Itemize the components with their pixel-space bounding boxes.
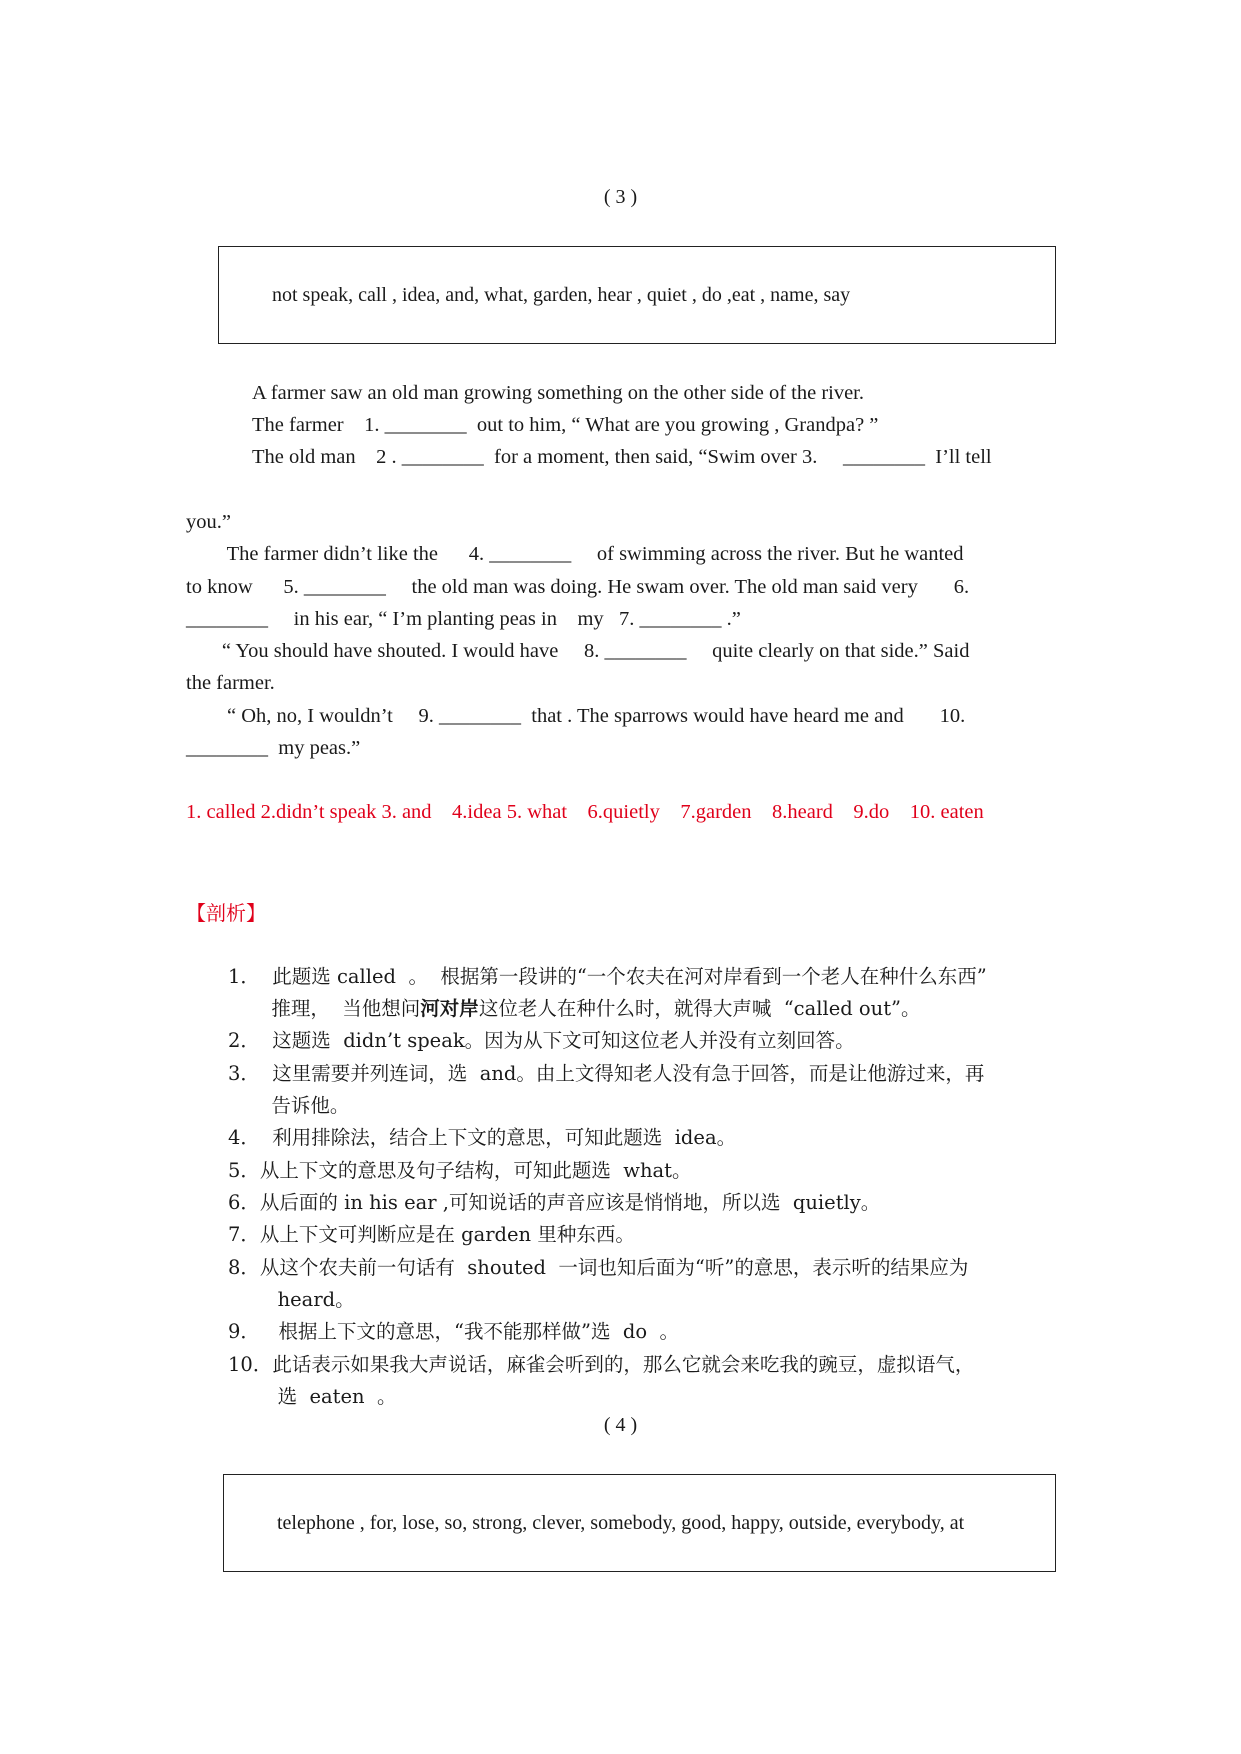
emphasis-text: 河对岸 <box>420 997 479 1020</box>
word-bank-4: telephone , for, lose, so, strong, clever, somebody, good, happy, outside, everybody, at <box>277 1512 965 1534</box>
explanation-item: 告诉他。 <box>228 1094 350 1117</box>
passage-line: ________ in his ear, “ I’m planting peas in my 7. ________ .” <box>186 608 741 630</box>
explanation-item: 6．从后面的 in his ear ,可知说话的声音应该是悄悄地，所以选 quietly。 <box>228 1191 881 1214</box>
passage-line: The farmer 1. ________ out to him, “ What are you growing , Grandpa? ” <box>252 414 879 436</box>
explanation-item: 4． 利用排除法，结合上下文的意思，可知此题选 idea。 <box>228 1126 737 1149</box>
explanation-item: heard。 <box>228 1288 355 1311</box>
explanation-item: 7．从上下文可判断应是在 garden 里种东西。 <box>228 1223 635 1246</box>
passage-line: “ You should have shouted. I would have 8. ________ quite clearly on that side.” Said <box>186 640 970 662</box>
explanation-item: 8．从这个农夫前一句话有 shouted 一词也知后面为“听”的意思，表示听的结果应为 <box>228 1256 969 1279</box>
section4-heading: ( 4 ) <box>603 1414 638 1436</box>
explanation-item: 选 eaten 。 <box>228 1385 397 1408</box>
explanation-item: 5．从上下文的意思及句子结构，可知此题选 what。 <box>228 1159 692 1182</box>
explanation-text: 这位老人在种什么时，就得大声喊 “called out”。 <box>478 997 921 1020</box>
passage-line: A farmer saw an old man growing something on the other side of the river. <box>252 382 865 404</box>
passage-line: ________ my peas.” <box>186 737 361 759</box>
explanation-text: 推理， 当他想问 <box>228 997 421 1020</box>
word-bank-3: not speak, call , idea, and, what, garden, hear , quiet , do ,eat , name, say <box>272 284 851 306</box>
answer-key: 1. called 2.didn’t speak 3. and 4.idea 5. what 6.quietly 7.garden 8.heard 9.do 10. eaten <box>186 801 984 823</box>
explanation-item: 3． 这里需要并列连词，选 and。由上文得知老人没有急于回答，而是让他游过来，再 <box>228 1062 985 1085</box>
passage-line: to know 5. ________ the old man was doing. He swam over. The old man said very 6. <box>186 576 970 598</box>
passage-line: The farmer didn’t like the 4. ________ of swimming across the river. But he wanted <box>186 543 964 565</box>
passage-line: “ Oh, no, I wouldn’t 9. ________ that . The sparrows would have heard me and 10. <box>186 705 966 727</box>
explanation-item: 1． 此题选 called 。 根据第一段讲的“一个农夫在河对岸看到一个老人在种什么东西” <box>228 965 987 988</box>
explanation-item: 10．此话表示如果我大声说话，麻雀会听到的，那么它就会来吃我的豌豆，虚拟语气， <box>228 1353 975 1376</box>
passage-line: the farmer. <box>186 672 275 694</box>
explanation-item <box>228 993 921 1021</box>
section3-heading: ( 3 ) <box>603 186 638 208</box>
passage-line: The old man 2 . ________ for a moment, then said, “Swim over 3. ________ I’ll tell <box>252 446 992 468</box>
explanation-item: 2． 这题选 didn’t speak。因为从下文可知这位老人并没有立刻回答。 <box>228 1029 855 1052</box>
word-bank-box-3 <box>218 246 1056 344</box>
passage-line: you.” <box>186 511 231 533</box>
analysis-title: 【剖析】 <box>186 901 266 925</box>
word-bank-box-4 <box>223 1474 1056 1572</box>
explanation-item: 9． 根据上下文的意思，“我不能那样做”选 do 。 <box>228 1320 679 1343</box>
